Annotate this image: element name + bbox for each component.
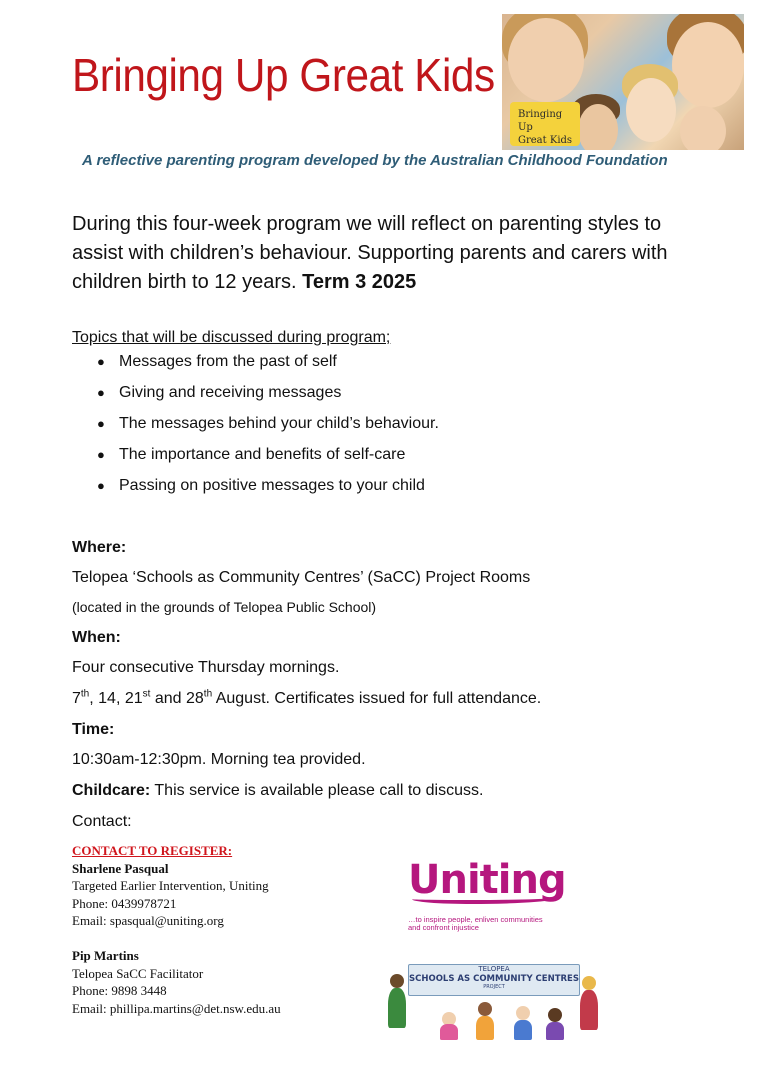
contact-block — [72, 842, 281, 1017]
topic-text: The importance and benefits of self-care — [119, 446, 406, 463]
bullet-icon: ● — [97, 354, 105, 369]
when-schedule: Four consecutive Thursday mornings. — [72, 659, 340, 676]
topic-text: The messages behind your child’s behaviour. — [119, 415, 439, 432]
sacc-line-3: PROJECT — [483, 984, 505, 990]
when-dates: 7th, 14, 21st and 28th August. Certificates issued for full attendance. — [72, 688, 542, 707]
where-label: Where: — [72, 539, 127, 556]
list-item — [72, 442, 439, 473]
child-figure-icon — [580, 990, 598, 1030]
sacc-banner — [408, 964, 580, 996]
topics-heading: Topics that will be discussed during program; — [72, 329, 391, 346]
child-figure-icon — [546, 1022, 564, 1040]
topic-text: Passing on positive messages to your child — [119, 477, 425, 494]
child-figure-icon — [388, 988, 406, 1028]
intro-text: During this four-week program we will reflect on parenting styles to assist with children’s behaviour. Supporting parents and carers with children birth to 12 years. — [72, 213, 668, 293]
childcare-text: This service is available please call to discuss. — [150, 782, 484, 799]
contact-email: Email: spasqual@uniting.org — [72, 913, 224, 928]
bullet-icon: ● — [97, 478, 105, 493]
contact-name: Pip Martins — [72, 948, 139, 963]
contact-phone: Phone: 9898 3448 — [72, 983, 167, 998]
page-title: Bringing Up Great Kids — [72, 49, 495, 101]
where-note: (located in the grounds of Telopea Public School) — [72, 599, 377, 615]
contact-label: Contact: — [72, 813, 132, 830]
topics-list — [72, 349, 439, 504]
contact-email: Email: phillipa.martins@det.nsw.edu.au — [72, 1000, 281, 1016]
childcare-label: Childcare: — [72, 782, 151, 799]
uniting-logo — [408, 856, 608, 940]
child-figure-icon — [516, 1006, 530, 1020]
childcare-info — [72, 782, 483, 800]
child-figure-icon — [390, 974, 404, 988]
register-heading: CONTACT TO REGISTER: — [72, 843, 233, 858]
topic-text: Giving and receiving messages — [119, 384, 342, 401]
contact-name: Sharlene Pasqual — [72, 860, 169, 876]
list-item — [72, 411, 439, 442]
child-figure-icon — [514, 1020, 532, 1040]
time-value: 10:30am-12:30pm. Morning tea provided. — [72, 751, 366, 768]
topic-text: Messages from the past of self — [119, 353, 337, 370]
uniting-tagline: …to inspire people, enliven communities and confront injustice — [408, 915, 543, 932]
bullet-icon: ● — [97, 416, 105, 431]
sacc-line-2: SCHOOLS AS COMMUNITY CENTRES — [409, 974, 579, 984]
when-label: When: — [72, 629, 121, 646]
page-subtitle: A reflective parenting program developed by the Australian Childhood Foundation — [82, 152, 668, 169]
term-label: Term 3 2025 — [302, 271, 417, 293]
child-figure-icon — [582, 976, 596, 990]
children-photo — [502, 14, 744, 150]
list-item — [72, 349, 439, 380]
uniting-wordmark: Uniting — [408, 857, 566, 903]
bullet-icon: ● — [97, 447, 105, 462]
child-figure-icon — [440, 1024, 458, 1040]
child-figure-icon — [476, 1016, 494, 1040]
list-item — [72, 473, 439, 504]
contact-phone: Phone: 0439978721 — [72, 895, 177, 911]
contact-role: Telopea SaCC Facilitator — [72, 965, 204, 981]
sacc-line-1: TELOPEA — [478, 965, 510, 973]
contact-role: Targeted Earlier Intervention, Uniting — [72, 878, 269, 893]
child-figure-icon — [478, 1002, 492, 1016]
bullet-icon: ● — [97, 385, 105, 400]
list-item — [72, 380, 439, 411]
child-figure-icon — [548, 1008, 562, 1022]
sacc-logo — [382, 962, 602, 1042]
time-label: Time: — [72, 721, 115, 738]
intro-paragraph — [72, 210, 712, 297]
where-location: Telopea ‘Schools as Community Centres’ (SaCC) Project Rooms — [72, 569, 531, 586]
photo-badge: Bringing Up Great Kids — [510, 102, 580, 146]
